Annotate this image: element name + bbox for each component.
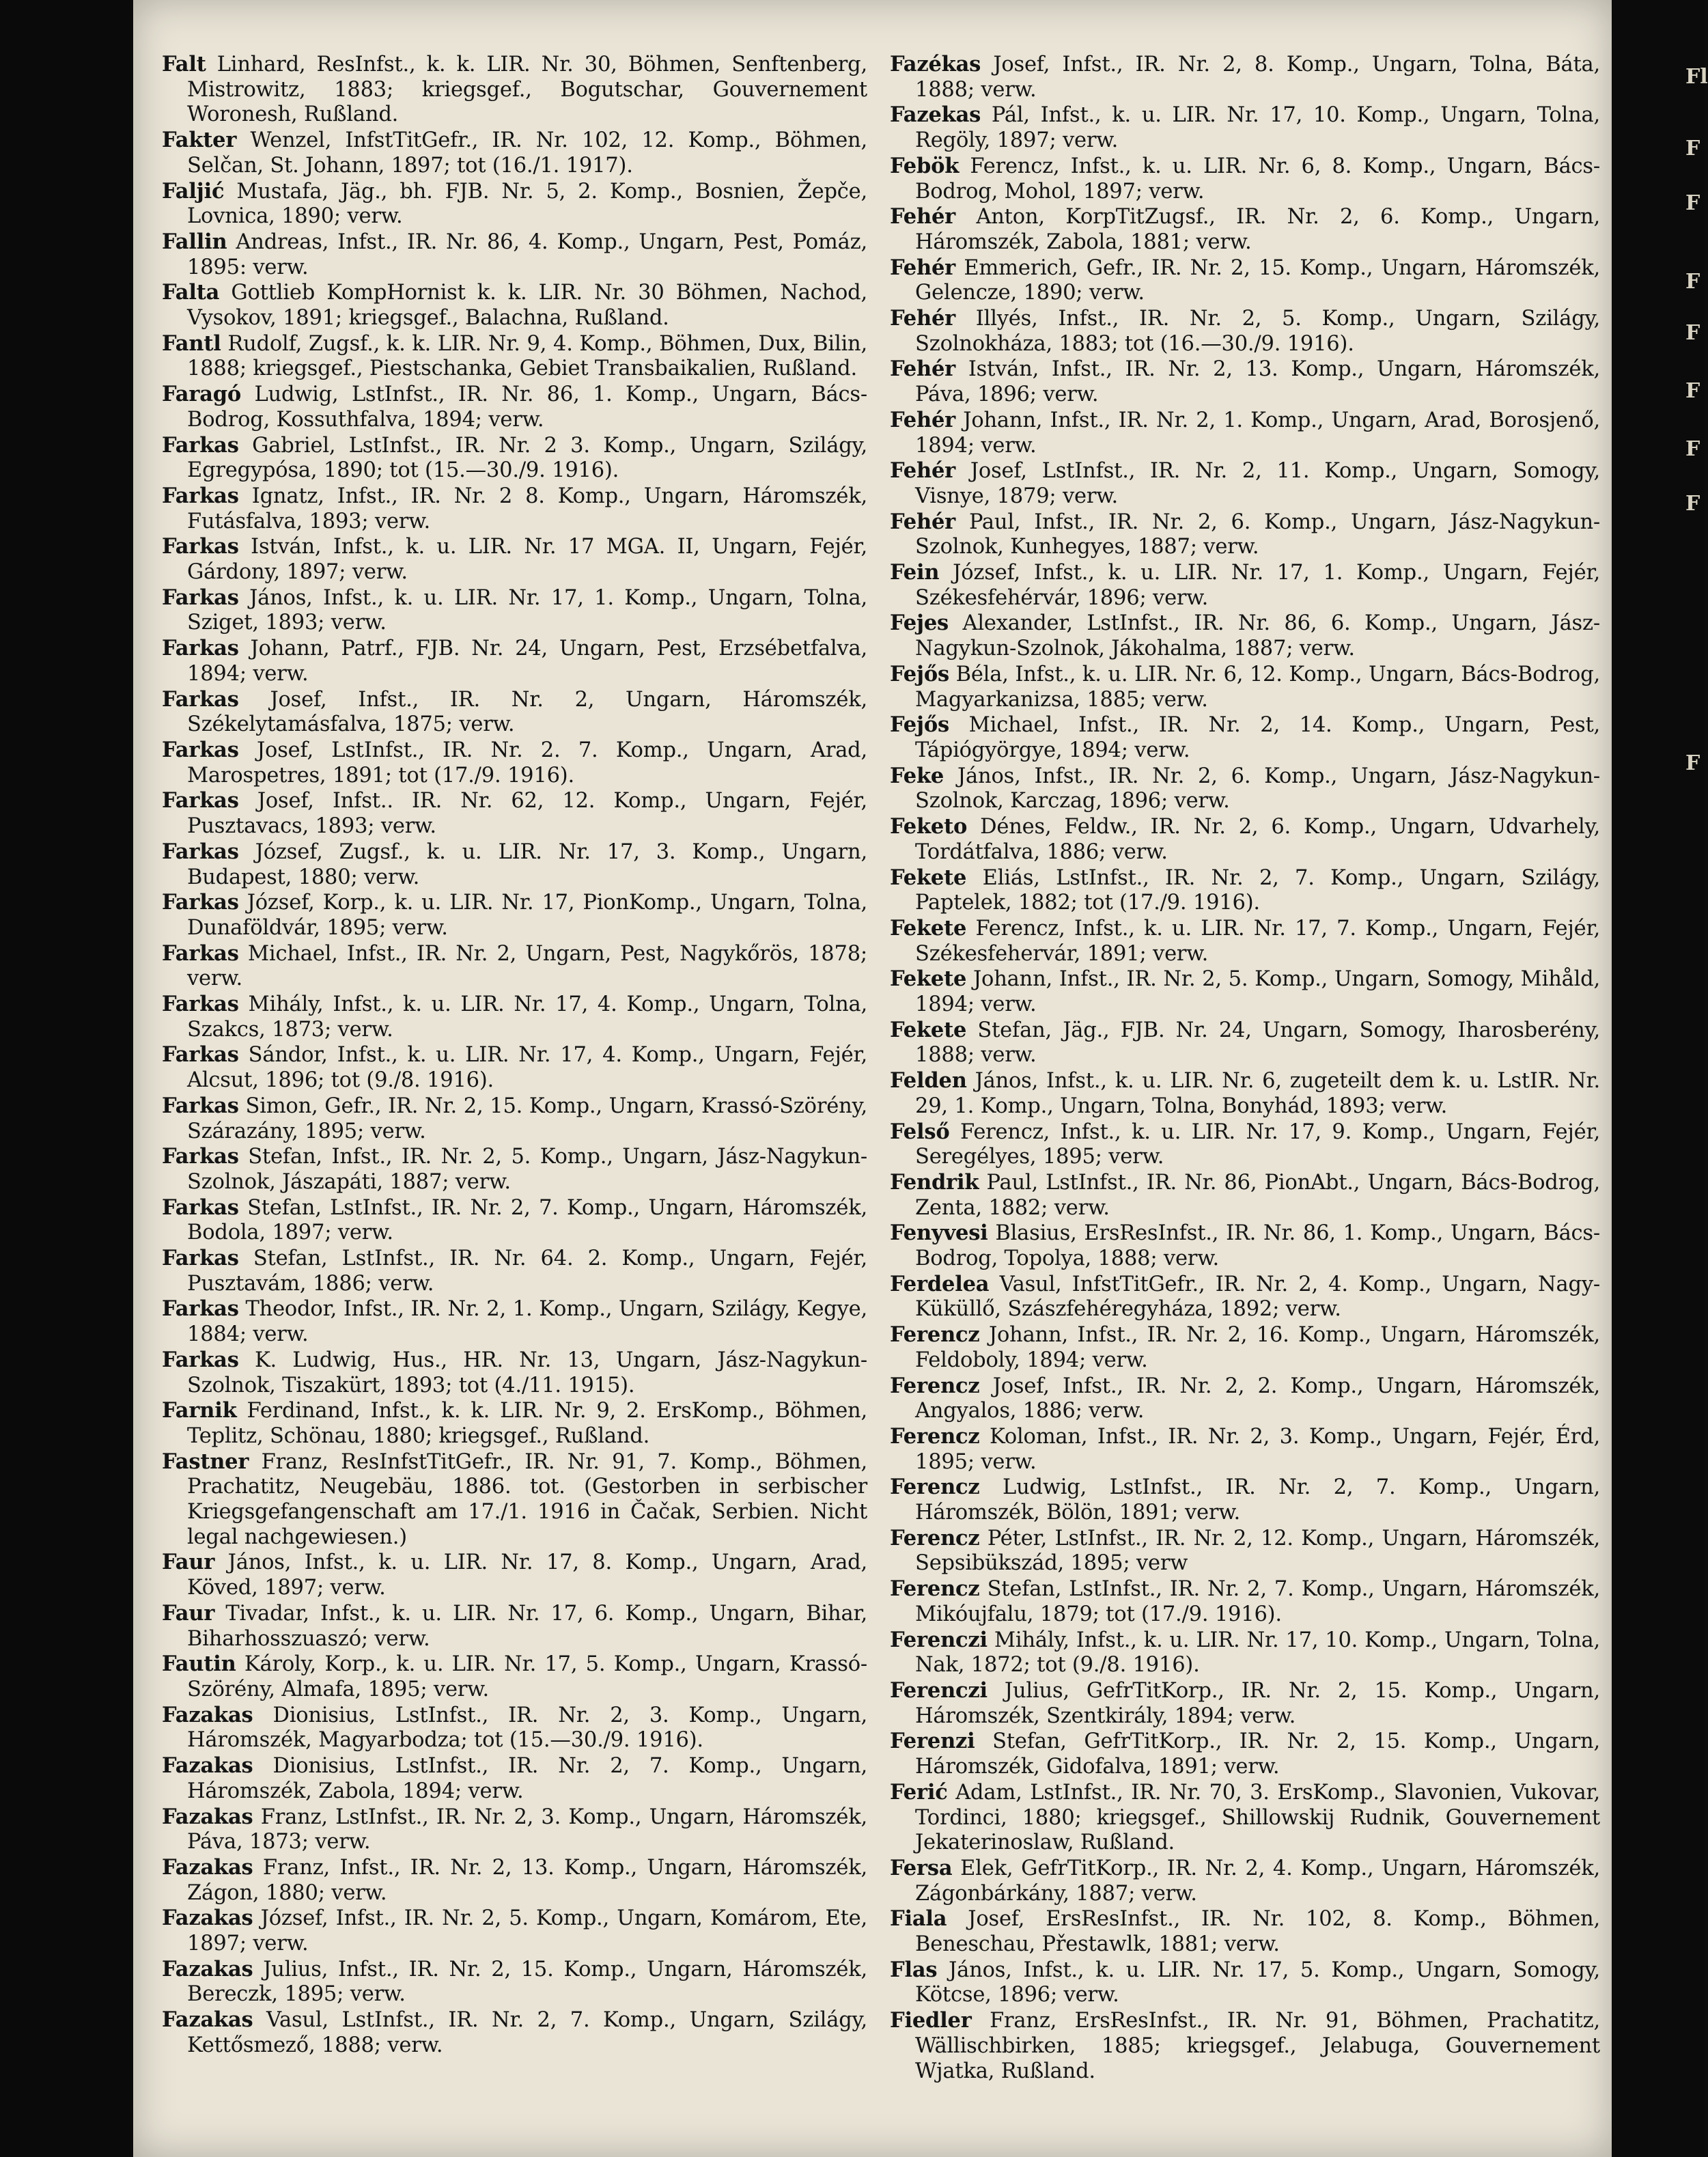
entry-surname: Ferenzi xyxy=(890,1729,975,1754)
entry-details: Illyés, Infst., IR. Nr. 2, 5. Komp., Ungarn, Szilágy, Szolnokháza, 1883; tot (16.—30./9. 1916). xyxy=(915,307,1600,356)
entry-surname: Farkas xyxy=(162,788,239,813)
register-entry xyxy=(162,1246,867,1296)
entry-details: Julius, Infst., IR. Nr. 2, 15. Komp., Ungarn, Háromszék, Bereczk, 1895; verw. xyxy=(187,1957,867,2007)
entry-details: Mihály, Infst., k. u. LIR. Nr. 17, 10. Komp., Ungarn, Tolna, Nak, 1872; tot (9./8. 1916). xyxy=(915,1628,1600,1678)
entry-surname: Ferencz xyxy=(890,1525,980,1550)
scan-left-border xyxy=(0,0,133,2157)
register-entry xyxy=(890,102,1600,153)
register-entry xyxy=(162,484,867,534)
entry-details: István, Infst., k. u. LIR. Nr. 17 MGA. II, Ungarn, Fejér, Gárdony, 1897; verw. xyxy=(187,535,867,585)
entry-details: Ferencz, Infst., k. u. LIR. Nr. 6, 8. Komp., Ungarn, Bács-Bodrog, Mohol, 1897; verw. xyxy=(915,154,1600,204)
entry-surname: Ferencz xyxy=(890,1475,980,1500)
entry-surname: Ferić xyxy=(890,1779,948,1805)
entry-details: Tivadar, Infst., k. u. LIR. Nr. 17, 6. Komp., Ungarn, Bihar, Biharhosszuaszó; verw. xyxy=(187,1601,867,1651)
register-entry xyxy=(890,1374,1600,1424)
entry-details: Simon, Gefr., IR. Nr. 2, 15. Komp., Ungarn, Krassó-Szörény, Szárazány, 1895; verw. xyxy=(187,1094,867,1143)
entry-surname: Fejős xyxy=(890,661,949,686)
entry-details: Mustafa, Jäg., bh. FJB. Nr. 5, 2. Komp., Bosnien, Žepče, Lovnica, 1890; verw. xyxy=(187,179,867,229)
entry-surname: Farkas xyxy=(162,839,239,864)
register-entry xyxy=(162,890,867,941)
register-entry xyxy=(162,1855,867,1906)
register-entry xyxy=(162,585,867,636)
entry-details: Josef, Infst., IR. Nr. 2, Ungarn, Háromszék, Székelytamásfalva, 1875; verw. xyxy=(187,687,867,737)
register-entry xyxy=(890,357,1600,407)
entry-details: Ferencz, Infst., k. u. LIR. Nr. 17, 9. Komp., Ungarn, Fejér, Seregélyes, 1895; verw. xyxy=(915,1119,1600,1169)
entry-details: Franz, ErsResInfst., IR. Nr. 91, Böhmen, Prachatitz, Wällischbirken, 1885; kriegsgef., Jelabuga, Gouvernement Wjatka, Rußland. xyxy=(915,2009,1600,2083)
register-entry xyxy=(162,331,867,382)
entry-details: Johann, Infst., IR. Nr. 2, 1. Komp., Ungarn, Arad, Borosjenő, 1894; verw. xyxy=(915,408,1600,458)
register-entry xyxy=(890,1475,1600,1525)
entry-surname: Fehér xyxy=(890,458,956,484)
entry-surname: Fekete xyxy=(890,915,967,941)
entry-details: Franz, ResInfstTitGefr., IR. Nr. 91, 7. Komp., Böhmen, Prachatitz, Neugebäu, 1886. tot. (Gestorben in serbischer Kriegsgefangenschaft am 17./1. 1916 in Čačak, Serbien. Nicht legal nachgewiesen.) xyxy=(187,1449,867,1549)
entry-details: Johann, Infst., IR. Nr. 2, 5. Komp., Ungarn, Somogy, Mihåld, 1894; verw. xyxy=(915,967,1600,1017)
entry-surname: Felden xyxy=(890,1068,967,1094)
entry-details: Dénes, Feldw., IR. Nr. 2, 6. Komp., Ungarn, Udvarhely, Tordátfalva, 1886; verw. xyxy=(915,815,1600,864)
entry-surname: Farkas xyxy=(162,1042,239,1068)
entry-details: Emmerich, Gefr., IR. Nr. 2, 15. Komp., Ungarn, Háromszék, Gelencze, 1890; verw. xyxy=(915,255,1600,305)
entry-details: Josef, ErsResInfst., IR. Nr. 102, 8. Komp., Böhmen, Beneschau, Přestawlk, 1881; verw. xyxy=(915,1907,1600,1957)
entry-surname: Farkas xyxy=(162,1296,239,1322)
entry-surname: Feke xyxy=(890,763,944,788)
register-entry xyxy=(162,128,867,178)
register-entry xyxy=(162,382,867,432)
entry-details: Johann, Infst., IR. Nr. 2, 16. Komp., Ungarn, Háromszék, Feldoboly, 1894; verw. xyxy=(915,1323,1600,1372)
entry-surname: Febök xyxy=(890,153,960,178)
entry-surname: Farkas xyxy=(162,483,239,508)
register-entry xyxy=(162,738,867,788)
entry-details: János, Infst., k. u. LIR. Nr. 6, zugeteilt dem k. u. LstIR. Nr. 29, 1. Komp., Ungarn, Tolna, Bonyhád, 1893; verw. xyxy=(915,1069,1600,1118)
register-entry xyxy=(162,280,867,331)
entry-details: Elek, GefrTitKorp., IR. Nr. 2, 4. Komp., Ungarn, Háromszék, Zágonbárkány, 1887; verw. xyxy=(915,1856,1600,1906)
register-entry xyxy=(162,534,867,585)
register-entry xyxy=(162,1398,867,1449)
register-entry xyxy=(890,1272,1600,1322)
entry-surname: Farkas xyxy=(162,1347,239,1372)
entry-details: Johann, Patrf., FJB. Nr. 24, Ungarn, Pest, Erzsébetfalva, 1894; verw. xyxy=(187,637,867,686)
entry-details: Stefan, GefrTitKorp., IR. Nr. 2, 15. Komp., Ungarn, Háromszék, Gidofalva, 1891; verw. xyxy=(915,1729,1600,1779)
entry-details: István, Infst., IR. Nr. 2, 13. Komp., Ungarn, Háromszék, Páva, 1896; verw. xyxy=(915,357,1600,407)
register-entry xyxy=(890,1018,1600,1068)
entry-surname: Fantl xyxy=(162,331,221,356)
entry-surname: Fazakas xyxy=(162,2007,253,2033)
register-entry xyxy=(890,2008,1600,2084)
entry-surname: Fazakas xyxy=(162,1753,253,1779)
entry-details: Anton, KorpTitZugsf., IR. Nr. 2, 6. Komp., Ungarn, Háromszék, Zabola, 1881; verw. xyxy=(915,205,1600,254)
entry-surname: Faur xyxy=(162,1600,215,1626)
register-entry xyxy=(890,306,1600,357)
register-entry xyxy=(162,52,867,128)
edge-mark: F xyxy=(1685,437,1700,461)
entry-surname: Farkas xyxy=(162,1246,239,1271)
register-entry xyxy=(890,1068,1600,1119)
entry-surname: Fautin xyxy=(162,1652,236,1677)
entry-details: Sándor, Infst., k. u. LIR. Nr. 17, 4. Komp., Ungarn, Fejér, Alcsut, 1896; tot (9./8. 1916). xyxy=(187,1043,867,1093)
entry-details: János, Infst., IR. Nr. 2, 6. Komp., Ungarn, Jász-Nagykun-Szolnok, Karczag, 1896; verw. xyxy=(915,764,1600,813)
entry-details: Ludwig, LstInfst., IR. Nr. 86, 1. Komp., Ungarn, Bács-Bodrog, Kossuthfalva, 1894; verw. xyxy=(187,382,867,432)
register-entry xyxy=(162,1094,867,1144)
entry-surname: Fersa xyxy=(890,1855,953,1880)
register-entry xyxy=(890,662,1600,712)
edge-mark: F xyxy=(1685,270,1700,294)
entry-details: Josef, Infst., IR. Nr. 2, 8. Komp., Ungarn, Tolna, Báta, 1888; verw. xyxy=(915,53,1600,102)
register-entry xyxy=(162,636,867,686)
entry-surname: Fiedler xyxy=(890,2008,972,2033)
register-entry xyxy=(890,510,1600,560)
right-column xyxy=(890,52,1600,2084)
register-entry xyxy=(162,1601,867,1652)
entry-surname: Fejős xyxy=(890,712,949,738)
entry-details: Franz, LstInfst., IR. Nr. 2, 3. Komp., Ungarn, Háromszék, Páva, 1873; verw. xyxy=(187,1805,867,1854)
entry-surname: Fazekas xyxy=(890,102,981,128)
entry-details: Stefan, LstInfst., IR. Nr. 2, 7. Komp., Ungarn, Háromszék, Bodola, 1897; verw. xyxy=(187,1195,867,1245)
register-entry xyxy=(162,1296,867,1347)
entry-details: Stefan, Infst., IR. Nr. 2, 5. Komp., Ungarn, Jász-Nagykun-Szolnok, Jászapáti, 1887; verw. xyxy=(187,1145,867,1194)
entry-surname: Faragó xyxy=(162,382,242,407)
edge-mark: F xyxy=(1685,321,1700,345)
register-entry xyxy=(162,1703,867,1753)
entry-details: József, Zugsf., k. u. LIR. Nr. 17, 3. Komp., Ungarn, Budapest, 1880; verw. xyxy=(187,839,867,889)
edge-mark: Fl xyxy=(1685,65,1708,89)
register-entry xyxy=(890,1576,1600,1627)
entry-details: Andreas, Infst., IR. Nr. 86, 4. Komp., Ungarn, Pest, Pomáz, 1895: verw. xyxy=(187,229,867,279)
register-entry xyxy=(890,712,1600,763)
register-entry xyxy=(890,611,1600,661)
edge-mark: F xyxy=(1685,492,1700,516)
register-entry xyxy=(890,764,1600,814)
register-entry xyxy=(162,1144,867,1195)
entry-surname: Fejes xyxy=(890,611,949,636)
entry-surname: Falta xyxy=(162,280,220,305)
entry-surname: Faljić xyxy=(162,178,225,204)
register-entry xyxy=(890,1906,1600,1957)
entry-surname: Fiala xyxy=(890,1906,947,1932)
entry-details: Adam, LstInfst., IR. Nr. 70, 3. ErsKomp., Slavonien, Vukovar, Tordinci, 1880; kriegsgef., Shillowskij Rudnik, Gouvernement Jekaterinoslaw, Rußland. xyxy=(915,1780,1600,1855)
entry-surname: Fehér xyxy=(890,255,956,280)
edge-mark: F xyxy=(1685,379,1700,403)
entry-surname: Farkas xyxy=(162,737,239,762)
entry-details: Paul, LstInfst., IR. Nr. 86, PionAbt., Ungarn, Bács-Bodrog, Zenta, 1882; verw. xyxy=(915,1170,1600,1220)
entry-surname: Farkas xyxy=(162,992,239,1017)
entry-surname: Farkas xyxy=(162,636,239,661)
entry-surname: Fazakas xyxy=(162,1702,253,1727)
entry-details: Franz, Infst., IR. Nr. 2, 13. Komp., Ungarn, Háromszék, Zágon, 1880; verw. xyxy=(187,1855,867,1905)
register-entry xyxy=(162,433,867,484)
entry-surname: Fazakas xyxy=(162,1906,253,1931)
entry-details: Josef, LstInfst., IR. Nr. 2. 7. Komp., Ungarn, Arad, Marospetres, 1891; tot (17./9. 1916). xyxy=(187,738,867,788)
entry-details: Michael, Infst., IR. Nr. 2, 14. Komp., Ungarn, Pest, Tápiógyörgye, 1894; verw. xyxy=(915,713,1600,762)
entry-details: Alexander, LstInfst., IR. Nr. 86, 6. Komp., Ungarn, Jász-Nagykun-Szolnok, Jákohalma, 1887; verw. xyxy=(915,611,1600,661)
entry-details: Béla, Infst., k. u. LIR. Nr. 6, 12. Komp., Ungarn, Bács-Bodrog, Magyarkanizsa, 1885; verw. xyxy=(915,662,1600,712)
register-entry xyxy=(162,1195,867,1246)
entry-details: Péter, LstInfst., IR. Nr. 2, 12. Komp., Ungarn, Háromszék, Sepsibükszád, 1895; verw xyxy=(915,1526,1600,1576)
entry-surname: Ferencz xyxy=(890,1576,980,1602)
register-entry xyxy=(162,788,867,839)
entry-surname: Fazakas xyxy=(162,1804,253,1829)
entry-surname: Fekete xyxy=(890,865,967,890)
entry-surname: Fehér xyxy=(890,407,956,432)
register-entry xyxy=(162,229,867,280)
entry-surname: Farkas xyxy=(162,941,239,966)
entry-details: Pál, Infst., k. u. LIR. Nr. 17, 10. Komp., Ungarn, Tolna, Regöly, 1897; verw. xyxy=(915,103,1600,153)
entry-surname: Fehér xyxy=(890,204,956,229)
register-entry xyxy=(890,1170,1600,1221)
edge-mark: F xyxy=(1685,137,1700,161)
entry-details: János, Infst., k. u. LIR. Nr. 17, 5. Komp., Ungarn, Somogy, Kötcse, 1896; verw. xyxy=(915,1958,1600,2007)
entry-details: Theodor, Infst., IR. Nr. 2, 1. Komp., Ungarn, Szilágy, Kegye, 1884; verw. xyxy=(187,1297,867,1347)
entry-surname: Fein xyxy=(890,560,940,585)
entry-surname: Farnik xyxy=(162,1398,237,1423)
entry-surname: Farkas xyxy=(162,1144,239,1169)
entry-details: Stefan, LstInfst., IR. Nr. 2, 7. Komp., Ungarn, Háromszék, Mikóujfalu, 1879; tot (17./9. 1916). xyxy=(915,1577,1600,1626)
register-entry xyxy=(162,941,867,992)
register-entry xyxy=(890,814,1600,865)
register-entry xyxy=(162,179,867,229)
entry-details: Linhard, ResInfst., k. k. LIR. Nr. 30, Böhmen, Senftenberg, Mistrowitz, 1883; kriegsgef., Bogutschar, Gouvernement Woronesh, Rußland. xyxy=(187,53,867,127)
register-entry xyxy=(890,1221,1600,1271)
entry-details: Blasius, ErsResInfst., IR. Nr. 86, 1. Komp., Ungarn, Bács-Bodrog, Topolya, 1888; verw. xyxy=(915,1221,1600,1271)
entry-details: János, Infst., k. u. LIR. Nr. 17, 8. Komp., Ungarn, Arad, Köved, 1897; verw. xyxy=(187,1550,867,1600)
register-entry xyxy=(162,1550,867,1600)
register-entry xyxy=(162,1957,867,2007)
entry-surname: Fakter xyxy=(162,128,237,153)
entry-details: Stefan, Jäg., FJB. Nr. 24, Ungarn, Somogy, Iharosberény, 1888; verw. xyxy=(915,1018,1600,1068)
register-entry xyxy=(162,839,867,890)
register-entry xyxy=(890,1958,1600,2008)
entry-details: Rudolf, Zugsf., k. k. LIR. Nr. 9, 4. Komp., Böhmen, Dux, Bilin, 1888; kriegsgef., Piestschanka, Gebiet Transbaikalien, Rußland. xyxy=(187,331,867,381)
register-entry xyxy=(890,1526,1600,1576)
register-entry xyxy=(890,458,1600,509)
register-entry xyxy=(890,408,1600,458)
entry-surname: Fehér xyxy=(890,306,956,331)
entry-details: Wenzel, InfstTitGefr., IR. Nr. 102, 12. Komp., Böhmen, Selčan, St. Johann, 1897; tot (16./1. 1917). xyxy=(187,128,867,178)
entry-details: Stefan, LstInfst., IR. Nr. 64. 2. Komp., Ungarn, Fejér, Pusztavám, 1886; verw. xyxy=(187,1247,867,1296)
entry-details: Koloman, Infst., IR. Nr. 2, 3. Komp., Ungarn, Fejér, Érd, 1895; verw. xyxy=(915,1424,1600,1474)
entry-surname: Farkas xyxy=(162,1093,239,1118)
entry-surname: Fekete xyxy=(890,1017,967,1042)
entry-surname: Ferencz xyxy=(890,1373,980,1398)
register-entry xyxy=(162,1652,867,1702)
entry-details: Ludwig, LstInfst., IR. Nr. 2, 7. Komp., Ungarn, Háromszék, Bölön, 1891; verw. xyxy=(915,1475,1600,1525)
register-entry xyxy=(162,992,867,1042)
entry-details: József, Infst., k. u. LIR. Nr. 17, 1. Komp., Ungarn, Fejér, Székesfehérvár, 1896; verw. xyxy=(915,561,1600,610)
edge-mark: F xyxy=(1685,751,1700,775)
register-entry xyxy=(890,154,1600,204)
register-entry xyxy=(890,1119,1600,1170)
register-entry xyxy=(890,1678,1600,1729)
entry-details: Károly, Korp., k. u. LIR. Nr. 17, 5. Komp., Ungarn, Krassó-Szörény, Almafa, 1895; verw. xyxy=(187,1652,867,1701)
register-entry xyxy=(890,52,1600,102)
register-entry xyxy=(890,1729,1600,1779)
entry-surname: Farkas xyxy=(162,686,239,712)
entry-details: Paul, Infst., IR. Nr. 2, 6. Komp., Ungarn, Jász-Nagykun-Szolnok, Kunhegyes, 1887; verw. xyxy=(915,510,1600,559)
register-entry xyxy=(890,1424,1600,1475)
entry-details: Josef, Infst.. IR. Nr. 62, 12. Komp., Ungarn, Fejér, Pusztavacs, 1893; verw. xyxy=(187,789,867,839)
entry-details: Dionisius, LstInfst., IR. Nr. 2, 7. Komp., Ungarn, Háromszék, Zabola, 1894; verw. xyxy=(187,1754,867,1803)
entry-details: Eliás, LstInfst., IR. Nr. 2, 7. Komp., Ungarn, Szilágy, Paptelek, 1882; tot (17./9. 1916). xyxy=(915,865,1600,915)
entry-surname: Fekete xyxy=(890,966,967,992)
entry-surname: Farkas xyxy=(162,534,239,559)
entry-surname: Fehér xyxy=(890,509,956,534)
entry-surname: Fastner xyxy=(162,1449,249,1474)
entry-surname: Fenyvesi xyxy=(890,1221,988,1246)
entry-details: Vasul, InfstTitGefr., IR. Nr. 2, 4. Komp., Ungarn, Nagy-Küküllő, Szászfehéregyháza, 1892; verw. xyxy=(915,1272,1600,1322)
entry-surname: Felső xyxy=(890,1119,950,1144)
entry-surname: Fallin xyxy=(162,229,227,254)
entry-details: Vasul, LstInfst., IR. Nr. 2, 7. Komp., Ungarn, Szilágy, Kettősmező, 1888; verw. xyxy=(187,2008,867,2057)
register-entry xyxy=(890,560,1600,611)
register-entry xyxy=(890,1628,1600,1678)
entry-surname: Ferenczi xyxy=(890,1627,988,1652)
entry-surname: Feketo xyxy=(890,814,968,839)
entry-details: K. Ludwig, Hus., HR. Nr. 13, Ungarn, Jász-Nagykun-Szolnok, Tiszakürt, 1893; tot (4./11. 1915). xyxy=(187,1348,867,1397)
register-entry xyxy=(890,204,1600,255)
register-entry xyxy=(162,1906,867,1956)
entry-details: Josef, LstInfst., IR. Nr. 2, 11. Komp., Ungarn, Somogy, Visnye, 1879; verw. xyxy=(915,459,1600,508)
register-entry xyxy=(890,1856,1600,1906)
entry-details: József, Korp., k. u. LIR. Nr. 17, PionKomp., Ungarn, Tolna, Dunaföldvár, 1895; verw. xyxy=(187,891,867,940)
entry-details: Michael, Infst., IR. Nr. 2, Ungarn, Pest, Nagykőrös, 1878; verw. xyxy=(187,941,867,991)
entry-surname: Ferencz xyxy=(890,1423,980,1449)
entry-surname: Farkas xyxy=(162,585,239,610)
entry-surname: Farkas xyxy=(162,890,239,915)
edge-mark: F xyxy=(1685,191,1700,215)
entry-surname: Fehér xyxy=(890,357,956,382)
entry-details: Gabriel, LstInfst., IR. Nr. 2 3. Komp., Ungarn, Szilágy, Egregypósa, 1890; tot (15.—30./9. 1916). xyxy=(187,433,867,483)
entry-surname: Falt xyxy=(162,52,206,76)
entry-details: Josef, Infst., IR. Nr. 2, 2. Komp., Ungarn, Háromszék, Angyalos, 1886; verw. xyxy=(915,1374,1600,1423)
register-entry xyxy=(162,2007,867,2058)
entry-surname: Ferencz xyxy=(890,1322,980,1348)
entry-details: Ignatz, Infst., IR. Nr. 2 8. Komp., Ungarn, Háromszék, Futásfalva, 1893; verw. xyxy=(187,484,867,533)
entry-details: Julius, GefrTitKorp., IR. Nr. 2, 15. Komp., Ungarn, Háromszék, Szentkirály, 1894; verw. xyxy=(915,1679,1600,1728)
left-column xyxy=(162,52,867,2059)
register-entry xyxy=(890,966,1600,1017)
register-entry xyxy=(162,1753,867,1804)
register-entry xyxy=(890,255,1600,306)
register-entry xyxy=(890,1322,1600,1373)
entry-surname: Fazékas xyxy=(890,52,981,76)
register-entry xyxy=(890,1780,1600,1856)
register-entry xyxy=(162,1348,867,1398)
entry-details: Dionisius, LstInfst., IR. Nr. 2, 3. Komp., Ungarn, Háromszék, Magyarbodza; tot (15.—30./9. 1916). xyxy=(187,1703,867,1753)
entry-details: Ferencz, Infst., k. u. LIR. Nr. 17, 7. Komp., Ungarn, Fejér, Székesfehervár, 1891; verw. xyxy=(915,916,1600,966)
entry-details: Gottlieb KompHornist k. k. LIR. Nr. 30 Böhmen, Nachod, Vysokov, 1891; kriegsgef., Balachna, Rußland. xyxy=(187,281,867,331)
entry-details: József, Infst., IR. Nr. 2, 5. Komp., Ungarn, Komárom, Ete, 1897; verw. xyxy=(187,1906,867,1956)
register-entry xyxy=(890,916,1600,966)
register-entry xyxy=(890,865,1600,916)
entry-surname: Flas xyxy=(890,1957,938,1982)
register-entry xyxy=(162,1449,867,1550)
entry-surname: Ferdelea xyxy=(890,1271,990,1296)
register-entry xyxy=(162,1805,867,1855)
entry-surname: Fazakas xyxy=(162,1854,253,1880)
entry-surname: Faur xyxy=(162,1550,215,1575)
entry-details: János, Infst., k. u. LIR. Nr. 17, 1. Komp., Ungarn, Tolna, Sziget, 1893; verw. xyxy=(187,585,867,635)
entry-details: Mihály, Infst., k. u. LIR. Nr. 17, 4. Komp., Ungarn, Tolna, Szakcs, 1873; verw. xyxy=(187,992,867,1042)
register-entry xyxy=(162,1042,867,1093)
entry-details: Ferdinand, Infst., k. k. LIR. Nr. 9, 2. ErsKomp., Böhmen, Teplitz, Schönau, 1880; kriegsgef., Rußland. xyxy=(187,1399,867,1448)
entry-surname: Ferenczi xyxy=(890,1678,988,1703)
register-entry xyxy=(162,687,867,738)
entry-surname: Fendrik xyxy=(890,1169,979,1195)
entry-surname: Farkas xyxy=(162,1195,239,1220)
entry-surname: Farkas xyxy=(162,432,239,458)
entry-surname: Fazakas xyxy=(162,1956,253,1981)
